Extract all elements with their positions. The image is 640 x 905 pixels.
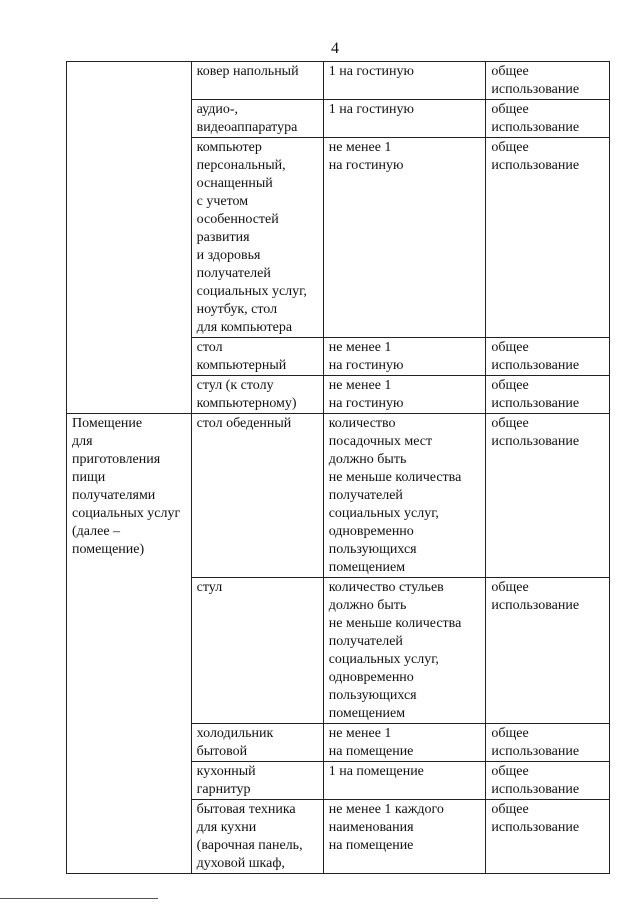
equipment-table <box>66 61 610 874</box>
room-cell <box>67 62 192 414</box>
page-number: 4 <box>331 40 339 57</box>
item-cell: стол обеденный <box>191 414 323 578</box>
quantity-cell: 1 на гостиную <box>323 100 486 138</box>
item-cell: аудио-, видеоаппаратура <box>191 100 323 138</box>
item-cell: стул <box>191 578 323 724</box>
item-cell: ковер напольный <box>191 62 323 100</box>
quantity-cell: 1 на помещение <box>323 762 486 800</box>
quantity-cell: не менее 1 на гостиную <box>323 338 486 376</box>
footnote-separator <box>0 898 158 899</box>
item-cell: стол компьютерный <box>191 338 323 376</box>
usage-cell: общее использование <box>486 724 610 762</box>
usage-cell: общее использование <box>486 578 610 724</box>
quantity-cell: не менее 1 каждого наименования на помещение <box>323 800 486 874</box>
item-cell: компьютер персональный, оснащенный с учетом особенностей развития и здоровья получателей социальных услуг, ноутбук, стол для компьютера <box>191 138 323 338</box>
usage-cell: общее использование <box>486 62 610 100</box>
quantity-cell: количество посадочных мест должно быть не меньше количества получателей социальных услуг, одновременно пользующихся помещением <box>323 414 486 578</box>
item-cell: холодильник бытовой <box>191 724 323 762</box>
quantity-cell: не менее 1 на гостиную <box>323 376 486 414</box>
room-cell: Помещение для приготовления пищи получателями социальных услуг (далее – помещение) <box>67 414 192 874</box>
quantity-cell: не менее 1 на гостиную <box>323 138 486 338</box>
usage-cell: общее использование <box>486 762 610 800</box>
table-row <box>67 62 610 100</box>
usage-cell: общее использование <box>486 338 610 376</box>
item-cell: бытовая техника для кухни (варочная панель, духовой шкаф, <box>191 800 323 874</box>
usage-cell: общее использование <box>486 414 610 578</box>
table-row <box>67 414 610 578</box>
quantity-cell: 1 на гостиную <box>323 62 486 100</box>
usage-cell: общее использование <box>486 138 610 338</box>
quantity-cell: не менее 1 на помещение <box>323 724 486 762</box>
item-cell: кухонный гарнитур <box>191 762 323 800</box>
item-cell: стул (к столу компьютерному) <box>191 376 323 414</box>
quantity-cell: количество стульев должно быть не меньше количества получателей социальных услуг, одновременно пользующихся помещением <box>323 578 486 724</box>
usage-cell: общее использование <box>486 800 610 874</box>
usage-cell: общее использование <box>486 376 610 414</box>
usage-cell: общее использование <box>486 100 610 138</box>
